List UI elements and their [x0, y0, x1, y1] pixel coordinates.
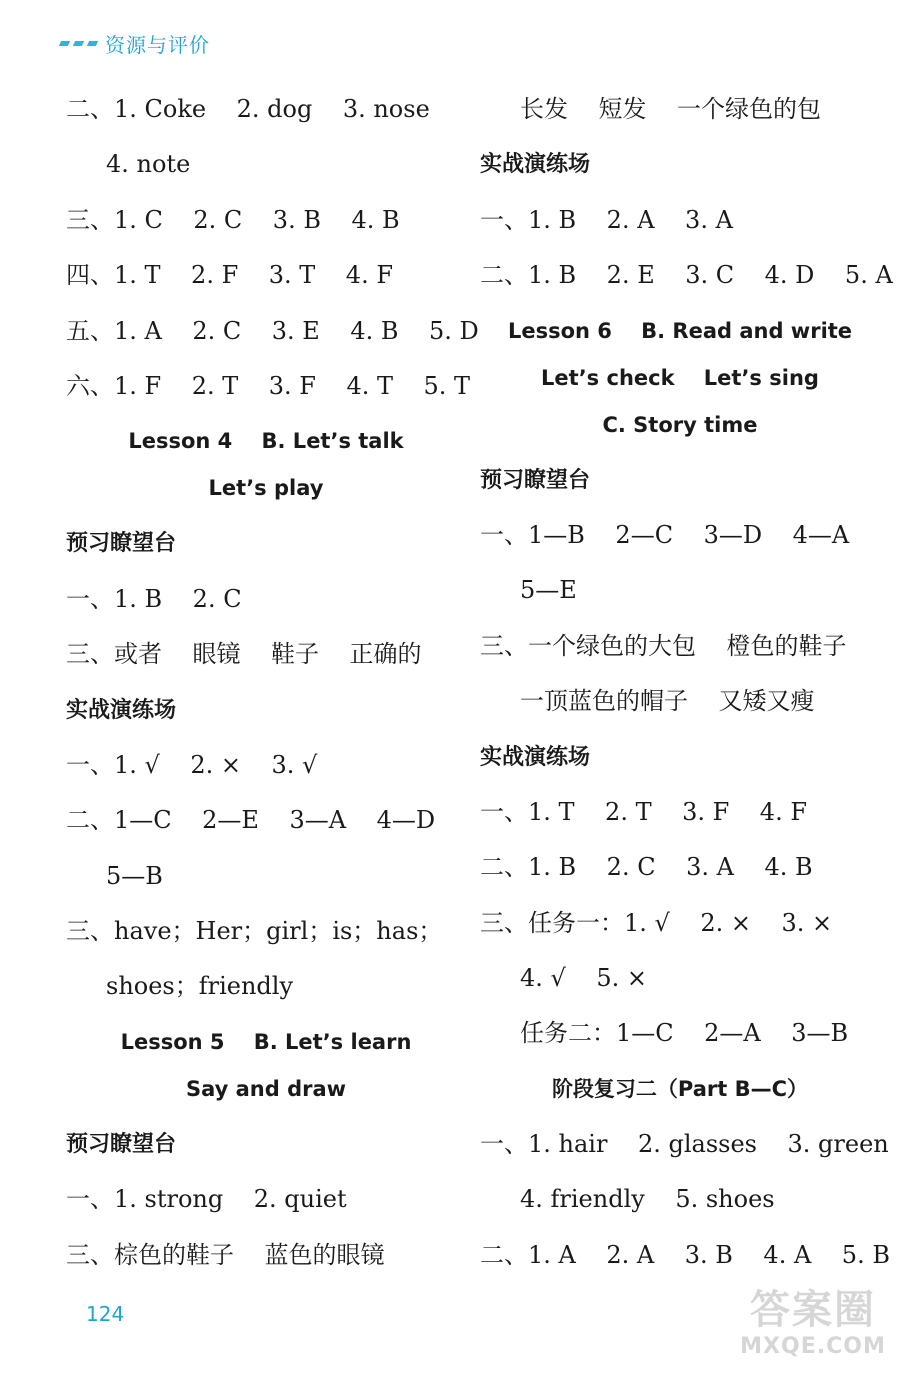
answer-line: 五、1. A 2. C 3. E 4. B 5. D [66, 316, 479, 345]
answer-line: 二、1. B 2. C 3. A 4. B [480, 853, 813, 882]
answer-line: 二、1—C 2—E 3—A 4—D [66, 806, 436, 835]
answer-line: 一、1. B 2. C [66, 584, 242, 613]
answer-line: 一、1. strong 2. quiet [66, 1185, 347, 1214]
lesson-heading: Lesson 6 B. Read and write [507, 318, 853, 343]
answer-line: 一、1. √ 2. × 3. √ [66, 750, 318, 779]
answer-continuation-line: 任务二：1—C 2—A 3—B [520, 1019, 849, 1048]
answer-continuation-line: shoes；friendly [106, 972, 294, 1001]
answer-line: 二、1. Coke 2. dog 3. nose [66, 95, 430, 123]
page-number: 124 [86, 1302, 125, 1326]
answer-line: 三、棕色的鞋子 蓝色的眼镜 [66, 1240, 385, 1269]
lesson-heading: 阶段复习二（Part B—C） [551, 1076, 809, 1101]
right-column [480, 82, 893, 1283]
answer-continuation-line: 一顶蓝色的帽子 又矮又瘦 [520, 687, 815, 716]
answer-line: 一、1. B 2. A 3. A [480, 205, 733, 234]
lesson-heading: Say and draw [185, 1076, 347, 1101]
answer-line: 一、1—B 2—C 3—D 4—A [480, 520, 850, 549]
page-header [60, 26, 210, 60]
answer-continuation-line: 5—B [106, 861, 163, 890]
lesson-heading: Lesson 4 B. Let’s talk [128, 429, 404, 454]
answer-line: 三、1. C 2. C 3. B 4. B [66, 205, 400, 234]
watermark-main: 答案圈 [750, 1287, 876, 1333]
answer-line: 六、1. F 2. T 3. F 4. T 5. T [66, 371, 471, 400]
answer-line: 三、或者 眼镜 鞋子 正确的 [66, 640, 422, 669]
section-heading: 实战演练场 [480, 744, 591, 770]
section-heading: 实战演练场 [66, 697, 177, 723]
answer-continuation-line: 4. friendly 5. shoes [520, 1185, 775, 1214]
answer-line: 三、任务一：1. √ 2. × 3. × [480, 908, 833, 937]
header-decoration-icon [60, 41, 97, 46]
lesson-heading: C. Story time [602, 412, 758, 437]
watermark-logo [718, 1286, 908, 1370]
answer-continuation-line: 长发 短发 一个绿色的包 [520, 95, 822, 123]
watermark-url: MXQE.COM [740, 1334, 886, 1359]
answer-line: 一、1. T 2. T 3. F 4. F [480, 797, 807, 826]
answer-line: 三、一个绿色的大包 橙色的鞋子 [480, 631, 847, 660]
section-heading: 实战演练场 [480, 152, 591, 178]
section-heading: 预习瞭望台 [66, 1131, 177, 1157]
answer-continuation-line: 5—E [520, 576, 577, 605]
header-title: 资源与评价 [105, 32, 210, 57]
answer-line: 四、1. T 2. F 3. T 4. F [66, 261, 393, 290]
answer-line: 二、1. A 2. A 3. B 4. A 5. B [480, 1240, 890, 1269]
answer-line: 二、1. B 2. E 3. C 4. D 5. A [480, 261, 893, 290]
lesson-heading: Let’s check Let’s sing [541, 365, 819, 390]
answer-line: 三、have；Her；girl；is；has； [66, 917, 443, 946]
answer-continuation-line: 4. note [106, 150, 191, 179]
answer-continuation-line: 4. √ 5. × [520, 964, 647, 993]
answer-line: 一、1. hair 2. glasses 3. green [480, 1129, 889, 1158]
lesson-heading: Let’s play [208, 476, 324, 501]
section-heading: 预习瞭望台 [66, 531, 177, 557]
section-heading: 预习瞭望台 [480, 467, 591, 493]
left-column [66, 82, 479, 1283]
lesson-heading: Lesson 5 B. Let’s learn [120, 1029, 412, 1054]
